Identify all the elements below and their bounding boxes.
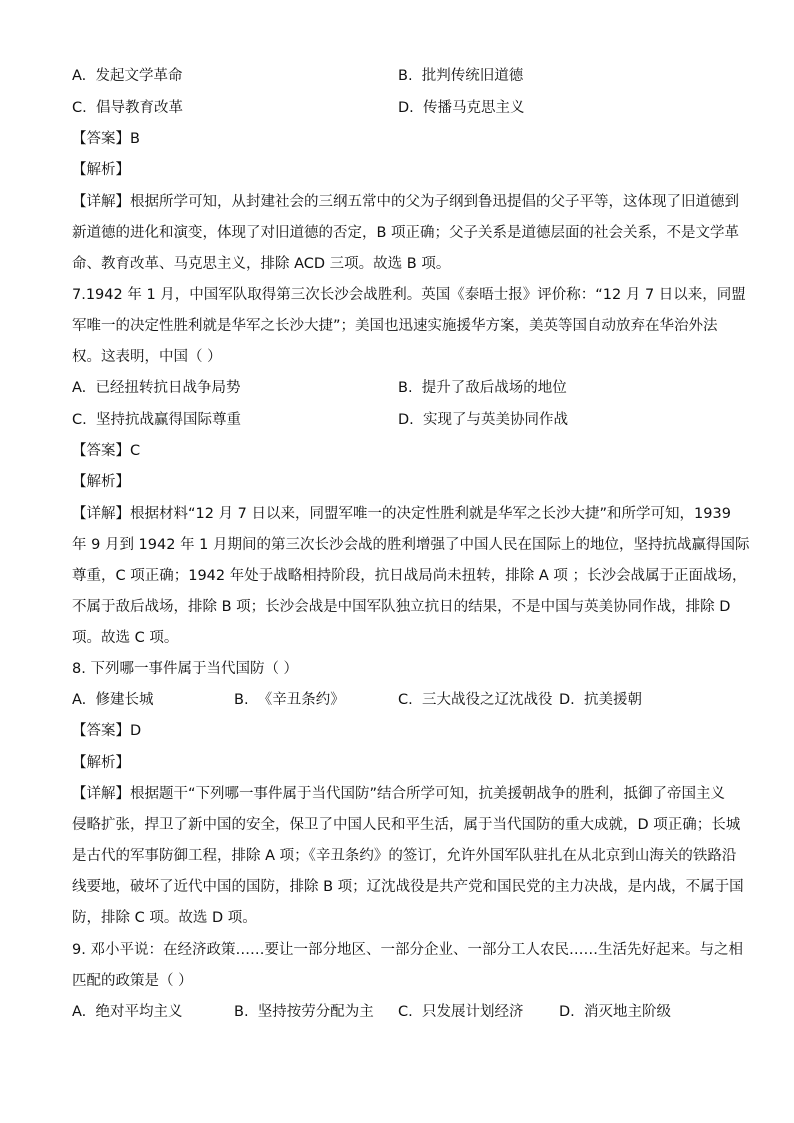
q9-option-a [72, 1002, 183, 1022]
q6-analysis-heading: 【解析】 [72, 162, 130, 178]
q8-detail-line: 侵略扩张，捍卫了新中国的安全，保卫了中国人民和平生活，属于当代国防的重大成就，D 项正确；长城 [72, 817, 741, 833]
q9-option-c [398, 1002, 523, 1022]
q6-option-a [72, 66, 183, 86]
option-letter: B. [234, 1004, 249, 1020]
q7-detail-line: 不属于敌后战场，排除 B 项；长沙会战是中国军队独立抗日的结果，不是中国与英美协同作战，排除 D [72, 599, 731, 615]
option-letter: A. [72, 68, 87, 84]
option-letter: A. [72, 692, 87, 708]
q7-detail-line: 【详解】根据材料“12 月 7 日以来，同盟军唯一的决定性胜利就是华军之长沙大捷”和所学可知，1939 [72, 506, 731, 522]
q7-option-c [72, 410, 241, 430]
q9-stem-line: 9. 邓小平说：在经济政策……要让一部分地区、一部分企业、一部分工人农民……生活先好起来。与之相 [72, 942, 743, 958]
q9-option-b [234, 1002, 374, 1022]
option-letter: B. [398, 380, 413, 396]
option-text: 抗美援朝 [584, 692, 642, 708]
q7-option-b [398, 378, 567, 398]
q6-option-b [398, 66, 523, 86]
q7-option-d [398, 410, 568, 430]
option-text: 已经扭转抗日战争局势 [95, 380, 241, 396]
option-text: 传播马克思主义 [423, 100, 525, 116]
q6-option-c [72, 98, 183, 118]
q8-option-a [72, 690, 154, 710]
q8-analysis-heading: 【解析】 [72, 755, 130, 771]
q6-detail-line: 新道德的进化和演变，体现了对旧道德的否定，B 项正确；父子关系是道德层面的社会关系，不是文学革 [72, 225, 740, 241]
q8-detail-line: 线要地，破坏了近代中国的国防，排除 B 项；辽沈战役是共产党和国民党的主力决战，是内战，不属于国 [72, 879, 744, 895]
option-text: 发起文学革命 [95, 68, 183, 84]
q7-stem-line: 军唯一的决定性胜利就是华军之长沙大捷”；美国也迅速实施援华方案，美英等国自动放弃在华治外法 [72, 318, 718, 334]
q8-answer: 【答案】D [72, 723, 142, 739]
q8-stem-line: 8. 下列哪一事件属于当代国防（ ） [72, 661, 299, 677]
option-text: 《辛丑条约》 [257, 692, 345, 708]
option-letter: C. [72, 100, 87, 116]
option-letter: B. [398, 68, 413, 84]
q6-answer: 【答案】B [72, 131, 140, 147]
option-text: 倡导教育改革 [95, 100, 183, 116]
option-letter: A. [72, 380, 87, 396]
q6-option-d [398, 98, 525, 118]
q8-option-c [398, 690, 552, 710]
q7-analysis-heading: 【解析】 [72, 474, 130, 490]
option-letter: D. [559, 1004, 575, 1020]
q7-option-a [72, 378, 241, 398]
option-letter: B. [234, 692, 249, 708]
q7-stem-line: 7.1942 年 1 月，中国军队取得第三次长沙会战胜利。英国《泰晤士报》评价称：“12 月 7 日以来，同盟 [72, 287, 746, 303]
q7-detail-line: 尊重，C 项正确；1942 年处于战略相持阶段，抗日战局尚未扭转，排除 A 项 ；长沙会战属于正面战场， [72, 568, 747, 584]
option-letter: A. [72, 1004, 87, 1020]
option-letter: D. [398, 100, 414, 116]
option-text: 修建长城 [95, 692, 154, 708]
option-letter: C. [72, 412, 87, 428]
q6-detail-line: 【详解】根据所学可知，从封建社会的三纲五常中的父为子纲到鲁迅提倡的父子平等，这体现了旧道德到 [72, 194, 739, 210]
q8-option-d [559, 690, 642, 710]
q8-option-b [234, 690, 345, 710]
q9-option-d [559, 1002, 671, 1022]
q7-stem-line: 权。这表明，中国（ ） [72, 349, 222, 365]
option-text: 实现了与英美协同作战 [423, 412, 568, 428]
option-text: 批判传统旧道德 [421, 68, 524, 84]
option-text: 消灭地主阶级 [584, 1004, 671, 1020]
option-text: 三大战役之辽沈战役 [421, 692, 553, 708]
q8-detail-line: 是古代的军事防御工程，排除 A 项；《辛丑条约》的签订，允许外国军队驻扎在从北京到山海关的铁路沿 [72, 848, 737, 864]
q9-stem-line: 匹配的政策是（ ） [72, 973, 193, 989]
q7-answer: 【答案】C [72, 443, 141, 459]
option-text: 坚持抗战赢得国际尊重 [95, 412, 241, 428]
q7-detail-line: 年 9 月到 1942 年 1 月期间的第三次长沙会战的胜利增强了中国人民在国际上的地位，坚持抗战赢得国际 [72, 537, 750, 553]
q7-detail-line: 项。故选 C 项。 [72, 630, 179, 646]
option-text: 提升了敌后战场的地位 [421, 380, 567, 396]
option-letter: D. [559, 692, 575, 708]
q6-detail-line: 命、教育改革、马克思主义，排除 ACD 三项。故选 B 项。 [72, 256, 451, 272]
q8-detail-line: 【详解】根据题干“下列哪一事件属于当代国防”结合所学可知，抗美援朝战争的胜利，抵御了帝国主义 [72, 786, 726, 802]
option-letter: C. [398, 692, 413, 708]
option-letter: D. [398, 412, 414, 428]
option-text: 绝对平均主义 [95, 1004, 183, 1020]
option-text: 坚持按劳分配为主 [257, 1004, 374, 1020]
option-letter: C. [398, 1004, 413, 1020]
option-text: 只发展计划经济 [421, 1004, 524, 1020]
q8-detail-line: 防，排除 C 项。故选 D 项。 [72, 910, 257, 926]
